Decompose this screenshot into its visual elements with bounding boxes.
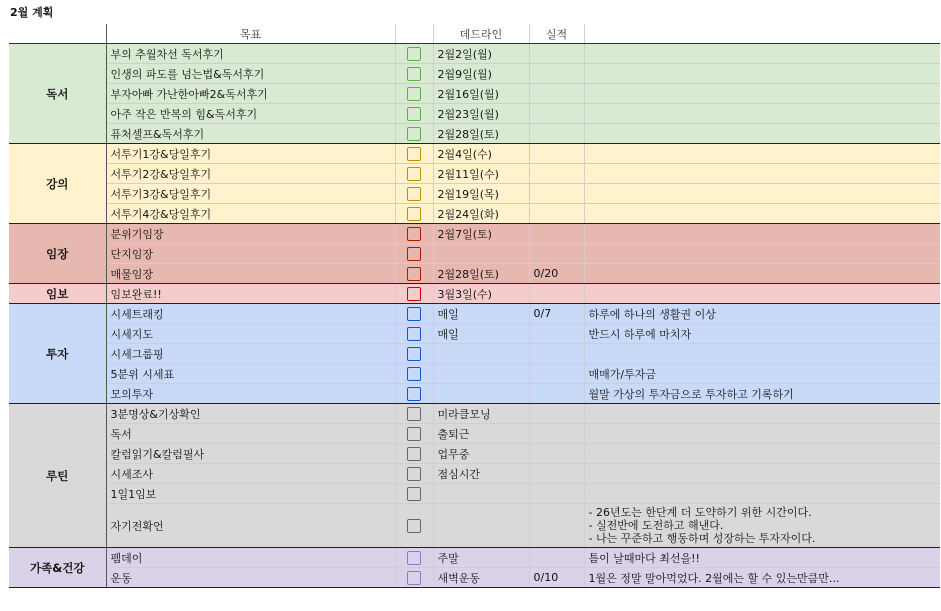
table-row xyxy=(9,364,940,384)
table-row xyxy=(9,284,940,304)
header-goal: 목표 xyxy=(106,24,395,44)
result-cell[interactable]: 0/20 xyxy=(529,264,584,284)
deadline-cell[interactable]: 주말 xyxy=(433,548,529,568)
result-cell[interactable] xyxy=(529,164,584,184)
goal-cell[interactable]: 시세지도 xyxy=(106,324,395,344)
memo-cell[interactable] xyxy=(584,104,940,124)
deadline-cell[interactable] xyxy=(433,364,529,384)
goal-cell[interactable]: 서투기1강&당일후기 xyxy=(106,144,395,164)
memo-cell[interactable] xyxy=(584,264,940,284)
table-row xyxy=(9,464,940,484)
memo-cell[interactable]: 매매가/투자금 xyxy=(584,364,940,384)
table-row xyxy=(9,304,940,324)
memo-cell[interactable] xyxy=(584,344,940,364)
result-cell[interactable] xyxy=(529,364,584,384)
plan-table xyxy=(9,24,940,588)
header-memo xyxy=(584,24,940,44)
memo-cell[interactable] xyxy=(584,244,940,264)
checkbox-icon[interactable] xyxy=(407,407,421,421)
checkbox-icon[interactable] xyxy=(407,487,421,501)
deadline-cell[interactable]: 2월19일(목) xyxy=(433,184,529,204)
checkbox-cell xyxy=(395,464,433,484)
checkbox-cell xyxy=(395,264,433,284)
deadline-cell[interactable]: 매일 xyxy=(433,304,529,324)
goal-cell[interactable]: 칼럼읽기&칼럼필사 xyxy=(106,444,395,464)
table-row xyxy=(9,444,940,464)
goal-cell[interactable]: 운동 xyxy=(106,568,395,588)
goal-cell[interactable]: 5분위 시세표 xyxy=(106,364,395,384)
checkbox-cell xyxy=(395,344,433,364)
deadline-cell[interactable]: 2월11일(수) xyxy=(433,164,529,184)
result-cell[interactable]: 0/7 xyxy=(529,304,584,324)
category-reading: 독서 xyxy=(9,44,106,144)
result-cell[interactable] xyxy=(529,324,584,344)
checkbox-cell xyxy=(395,404,433,424)
checkbox-icon[interactable] xyxy=(407,167,421,181)
memo-cell[interactable]: 틈이 날때마다 최선을!! xyxy=(584,548,940,568)
result-cell[interactable] xyxy=(529,224,584,244)
checkbox-cell xyxy=(395,104,433,124)
goal-cell[interactable]: 임보완료!! xyxy=(106,284,395,304)
table-row xyxy=(9,264,940,284)
deadline-cell[interactable] xyxy=(433,344,529,364)
checkbox-cell xyxy=(395,364,433,384)
memo-cell[interactable]: 1월은 정말 말아먹었다. 2월에는 할 수 있는만큼만... xyxy=(584,568,940,588)
checkbox-cell xyxy=(395,548,433,568)
memo-line: - 실전반에 도전하고 해낸다. xyxy=(588,519,724,532)
deadline-cell[interactable] xyxy=(433,484,529,504)
goal-cell[interactable]: 모의투자 xyxy=(106,384,395,404)
result-cell[interactable] xyxy=(529,424,584,444)
result-cell[interactable] xyxy=(529,84,584,104)
result-cell[interactable] xyxy=(529,44,584,64)
table-row xyxy=(9,404,940,424)
checkbox-icon[interactable] xyxy=(407,519,421,533)
checkbox-icon[interactable] xyxy=(407,447,421,461)
memo-line: - 나는 꾸준하고 행동하며 성장하는 투자자이다. xyxy=(588,532,816,545)
result-cell[interactable] xyxy=(529,244,584,264)
goal-cell[interactable]: 3분명상&기상확인 xyxy=(106,404,395,424)
result-cell[interactable] xyxy=(529,124,584,144)
result-cell[interactable] xyxy=(529,404,584,424)
checkbox-icon[interactable] xyxy=(407,571,421,585)
goal-cell[interactable]: 분위기임장 xyxy=(106,224,395,244)
deadline-cell[interactable] xyxy=(433,384,529,404)
memo-cell[interactable]: 반드시 하루에 마치자 xyxy=(584,324,940,344)
checkbox-icon[interactable] xyxy=(407,87,421,101)
goal-cell[interactable]: 매물임장 xyxy=(106,264,395,284)
deadline-cell[interactable]: 출퇴근 xyxy=(433,424,529,444)
memo-cell[interactable] xyxy=(584,164,940,184)
checkbox-cell xyxy=(395,444,433,464)
table-row xyxy=(9,124,940,144)
table-row xyxy=(9,384,940,404)
deadline-cell[interactable]: 2월7일(토) xyxy=(433,224,529,244)
header-check xyxy=(395,24,433,44)
deadline-cell[interactable]: 2월2일(월) xyxy=(433,44,529,64)
goal-cell[interactable]: 자기전확언 xyxy=(106,504,395,548)
goal-cell[interactable]: 부의 추월차선 독서후기 xyxy=(106,44,395,64)
checkbox-icon[interactable] xyxy=(407,47,421,61)
goal-cell[interactable]: 단지임장 xyxy=(106,244,395,264)
result-cell[interactable] xyxy=(529,204,584,224)
table-row xyxy=(9,548,940,568)
memo-cell[interactable] xyxy=(584,504,940,548)
memo-cell[interactable]: 월말 가상의 투자금으로 투자하고 기록하기 xyxy=(584,384,940,404)
goal-cell[interactable]: 시세그룹핑 xyxy=(106,344,395,364)
checkbox-cell xyxy=(395,224,433,244)
goal-cell[interactable]: 독서 xyxy=(106,424,395,444)
deadline-cell[interactable]: 매일 xyxy=(433,324,529,344)
checkbox-icon[interactable] xyxy=(407,227,421,241)
deadline-cell[interactable] xyxy=(433,244,529,264)
checkbox-cell xyxy=(395,504,433,548)
checkbox-cell xyxy=(395,284,433,304)
deadline-cell[interactable]: 2월28일(토) xyxy=(433,124,529,144)
checkbox-icon[interactable] xyxy=(407,387,421,401)
category-invest: 투자 xyxy=(9,304,106,404)
category-lecture: 강의 xyxy=(9,144,106,224)
checkbox-icon[interactable] xyxy=(407,187,421,201)
table-row xyxy=(9,504,940,548)
deadline-cell[interactable]: 2월16일(월) xyxy=(433,84,529,104)
checkbox-icon[interactable] xyxy=(407,147,421,161)
checkbox-icon[interactable] xyxy=(407,307,421,321)
table-row xyxy=(9,164,940,184)
header-result: 실적 xyxy=(529,24,584,44)
deadline-cell[interactable]: 2월9일(월) xyxy=(433,64,529,84)
result-cell[interactable] xyxy=(529,504,584,548)
memo-cell[interactable] xyxy=(584,84,940,104)
goal-cell[interactable]: 아주 작은 반복의 힘&독서후기 xyxy=(106,104,395,124)
goal-cell[interactable]: 부자아빠 가난한아빠2&독서후기 xyxy=(106,84,395,104)
checkbox-cell xyxy=(395,384,433,404)
result-cell[interactable] xyxy=(529,384,584,404)
category-routine: 루틴 xyxy=(9,404,106,548)
memo-cell[interactable] xyxy=(584,204,940,224)
table-row xyxy=(9,324,940,344)
deadline-cell[interactable]: 3월3일(수) xyxy=(433,284,529,304)
memo-line: - 26년도는 한단계 더 도약하기 위한 시간이다. xyxy=(588,506,812,519)
deadline-cell[interactable]: 2월23일(월) xyxy=(433,104,529,124)
deadline-cell[interactable]: 새벽운동 xyxy=(433,568,529,588)
goal-cell[interactable]: 인생의 파도를 넘는법&독서후기 xyxy=(106,64,395,84)
category-imbo: 임보 xyxy=(9,284,106,304)
checkbox-icon[interactable] xyxy=(407,127,421,141)
deadline-cell[interactable]: 업무중 xyxy=(433,444,529,464)
checkbox-cell xyxy=(395,84,433,104)
checkbox-icon[interactable] xyxy=(407,367,421,381)
table-row xyxy=(9,144,940,164)
checkbox-icon[interactable] xyxy=(407,551,421,565)
checkbox-cell xyxy=(395,568,433,588)
header-row xyxy=(9,24,940,44)
result-cell[interactable] xyxy=(529,104,584,124)
table-row xyxy=(9,484,940,504)
goal-cell[interactable]: 퓨처셀프&독서후기 xyxy=(106,124,395,144)
deadline-cell[interactable]: 미라클모닝 xyxy=(433,404,529,424)
table-row xyxy=(9,568,940,588)
checkbox-icon[interactable] xyxy=(407,427,421,441)
memo-cell[interactable] xyxy=(584,184,940,204)
checkbox-icon[interactable] xyxy=(407,467,421,481)
checkbox-icon[interactable] xyxy=(407,267,421,281)
result-cell[interactable] xyxy=(529,64,584,84)
category-imjang: 임장 xyxy=(9,224,106,284)
checkbox-cell xyxy=(395,244,433,264)
checkbox-cell xyxy=(395,324,433,344)
result-cell[interactable] xyxy=(529,184,584,204)
table-row xyxy=(9,224,940,244)
memo-cell[interactable] xyxy=(584,424,940,444)
checkbox-icon[interactable] xyxy=(407,247,421,261)
checkbox-cell xyxy=(395,304,433,324)
checkbox-icon[interactable] xyxy=(407,107,421,121)
memo-cell[interactable] xyxy=(584,464,940,484)
memo-cell[interactable]: 하루에 하나의 생활권 이상 xyxy=(584,304,940,324)
checkbox-icon[interactable] xyxy=(407,327,421,341)
checkbox-cell xyxy=(395,64,433,84)
memo-cell[interactable] xyxy=(584,444,940,464)
goal-cell[interactable]: 서투기2강&당일후기 xyxy=(106,164,395,184)
table-row xyxy=(9,104,940,124)
result-cell[interactable] xyxy=(529,464,584,484)
checkbox-cell xyxy=(395,44,433,64)
memo-cell[interactable] xyxy=(584,284,940,304)
goal-cell[interactable]: 시세트래킹 xyxy=(106,304,395,324)
header-category xyxy=(9,24,106,44)
table-row xyxy=(9,244,940,264)
memo-cell[interactable] xyxy=(584,64,940,84)
checkbox-icon[interactable] xyxy=(407,207,421,221)
checkbox-cell xyxy=(395,484,433,504)
memo-cell[interactable] xyxy=(584,484,940,504)
checkbox-cell xyxy=(395,204,433,224)
result-cell[interactable] xyxy=(529,548,584,568)
deadline-cell[interactable] xyxy=(433,504,529,548)
deadline-cell[interactable]: 2월4일(수) xyxy=(433,144,529,164)
memo-cell[interactable] xyxy=(584,224,940,244)
table-row xyxy=(9,424,940,444)
result-cell[interactable] xyxy=(529,484,584,504)
result-cell[interactable] xyxy=(529,144,584,164)
goal-cell[interactable]: 시세조사 xyxy=(106,464,395,484)
checkbox-icon[interactable] xyxy=(407,67,421,81)
memo-cell[interactable] xyxy=(584,404,940,424)
sheet-title: 2월 계획 xyxy=(10,6,54,19)
goal-cell[interactable]: 서투기3강&당일후기 xyxy=(106,184,395,204)
result-cell[interactable] xyxy=(529,284,584,304)
checkbox-cell xyxy=(395,124,433,144)
checkbox-cell xyxy=(395,424,433,444)
category-family: 가족&건강 xyxy=(9,548,106,588)
table-row xyxy=(9,204,940,224)
deadline-cell[interactable]: 2월24일(화) xyxy=(433,204,529,224)
plan-table-body xyxy=(9,24,940,588)
goal-cell[interactable]: 펨데이 xyxy=(106,548,395,568)
result-cell[interactable] xyxy=(529,444,584,464)
memo-cell[interactable] xyxy=(584,44,940,64)
deadline-cell[interactable]: 점심시간 xyxy=(433,464,529,484)
result-cell[interactable]: 0/10 xyxy=(529,568,584,588)
checkbox-icon[interactable] xyxy=(407,287,421,301)
table-row xyxy=(9,184,940,204)
checkbox-cell xyxy=(395,184,433,204)
checkbox-cell xyxy=(395,164,433,184)
checkbox-cell xyxy=(395,144,433,164)
result-cell[interactable] xyxy=(529,344,584,364)
deadline-cell[interactable]: 2월28일(토) xyxy=(433,264,529,284)
goal-cell[interactable]: 1일1임보 xyxy=(106,484,395,504)
table-row xyxy=(9,44,940,64)
memo-cell[interactable] xyxy=(584,124,940,144)
checkbox-icon[interactable] xyxy=(407,347,421,361)
table-row xyxy=(9,344,940,364)
table-row xyxy=(9,64,940,84)
table-row xyxy=(9,84,940,104)
memo-cell[interactable] xyxy=(584,144,940,164)
goal-cell[interactable]: 서투기4강&당일후기 xyxy=(106,204,395,224)
header-deadline: 데드라인 xyxy=(433,24,529,44)
